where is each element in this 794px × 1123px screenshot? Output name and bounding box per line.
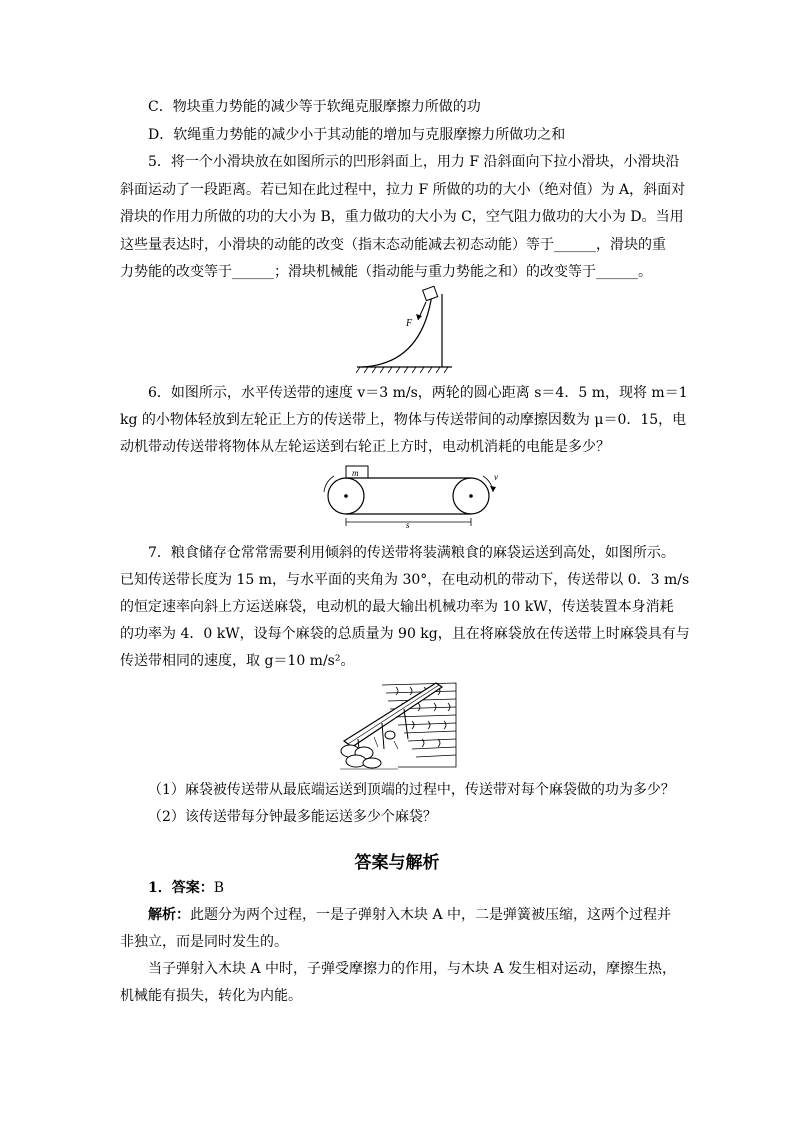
explanation-line-3: 当子弹射入木块 A 中时，子弹受摩擦力的作用，与木块 A 发生相对运动，摩擦生热， bbox=[148, 961, 677, 977]
q6-line-2: kg 的小物体轻放到左轮正上方的传送带上，物体与传送带间的动摩擦因数为 μ＝0．15，电 bbox=[120, 412, 687, 428]
q7-line-3: 的恒定速率向斜上方运送麻袋，电动机的最大输出机械功率为 10 kW，传送装置本身消耗 bbox=[120, 599, 674, 615]
q7-line-4: 的功率为 4．0 kW，设每个麻袋的总质量为 90 kg，且在将麻袋放在传送带上时麻袋具有与 bbox=[120, 626, 690, 642]
label-s: s bbox=[406, 520, 410, 530]
label-m: m bbox=[352, 468, 359, 478]
q7-line-1: 7．粮食储存仓常常需要利用倾斜的传送带将装满粮食的麻袋运送到高处，如图所示。 bbox=[148, 545, 675, 561]
explanation-line-4: 机械能有损失，转化为内能。 bbox=[120, 988, 302, 1004]
option-c: C．物块重力势能的减少等于软绳克服摩擦力所做的功 bbox=[148, 99, 481, 115]
figure-concave-slope bbox=[352, 284, 462, 376]
answer-label: 1．答案： bbox=[148, 880, 214, 896]
q7-line-2: 已知传送带长度为 15 m，与水平面的夹角为 30°，在电动机的带动下，传送带以 0．3 m/s bbox=[120, 572, 690, 588]
explanation-line-1: 解析：此题分为两个过程，一是子弹射入木块 A 中，二是弹簧被压缩，这两个过程并 bbox=[148, 907, 672, 923]
option-d: D．软绳重力势能的减少小于其动能的增加与克服摩擦力所做功之和 bbox=[148, 127, 566, 143]
q7-line-5: 传送带相同的速度，取 g＝10 m/s²。 bbox=[120, 653, 355, 669]
q5-line-1: 5．将一个小滑块放在如图所示的凹形斜面上，用力 F 沿斜面向下拉小滑块，小滑块沿 bbox=[148, 154, 680, 170]
label-v: v bbox=[494, 472, 498, 482]
q6-line-3: 动机带动传送带将物体从左轮运送到右轮正上方时，电动机消耗的电能是多少？ bbox=[120, 439, 610, 455]
q6-line-1: 6．如图所示，水平传送带的速度 v＝3 m/s，两轮的圆心距离 s＝4．5 m，现将 m＝1 bbox=[148, 385, 688, 401]
answers-heading: 答案与解析 bbox=[354, 853, 440, 873]
figure-conveyor-belt bbox=[316, 462, 506, 534]
q5-line-3: 滑块的作用力所做的功的大小为 B，重力做功的大小为 C，空气阻力做功的大小为 D。当用 bbox=[120, 209, 684, 225]
q5-line-5: 力势能的改变等于______；滑块机械能（指动能与重力势能之和）的改变等于______。 bbox=[120, 264, 652, 280]
answer-value: B bbox=[213, 880, 225, 896]
answer-1 bbox=[148, 879, 224, 897]
explanation-line-2: 非独立，而是同时发生的。 bbox=[120, 934, 288, 950]
explanation-label: 解析： bbox=[148, 907, 190, 923]
q5-line-2: 斜面运动了一段距离。若已知在此过程中，拉力 F 所做的功的大小（绝对值）为 A，斜面对 bbox=[120, 182, 686, 198]
q5-line-4: 这些量表达时，小滑块的动能的改变（指末态动能减去初态动能）等于______，滑块的重 bbox=[120, 237, 666, 253]
q7-sub-1: （1）麻袋被传送带从最底端运送到顶端的过程中，传送带对每个麻袋做的功为多少？ bbox=[148, 782, 675, 798]
label-F: F bbox=[406, 318, 413, 329]
figure-inclined-conveyor bbox=[338, 677, 460, 771]
q7-sub-2: （2）该传送带每分钟最多能运送多少个麻袋？ bbox=[148, 809, 437, 825]
